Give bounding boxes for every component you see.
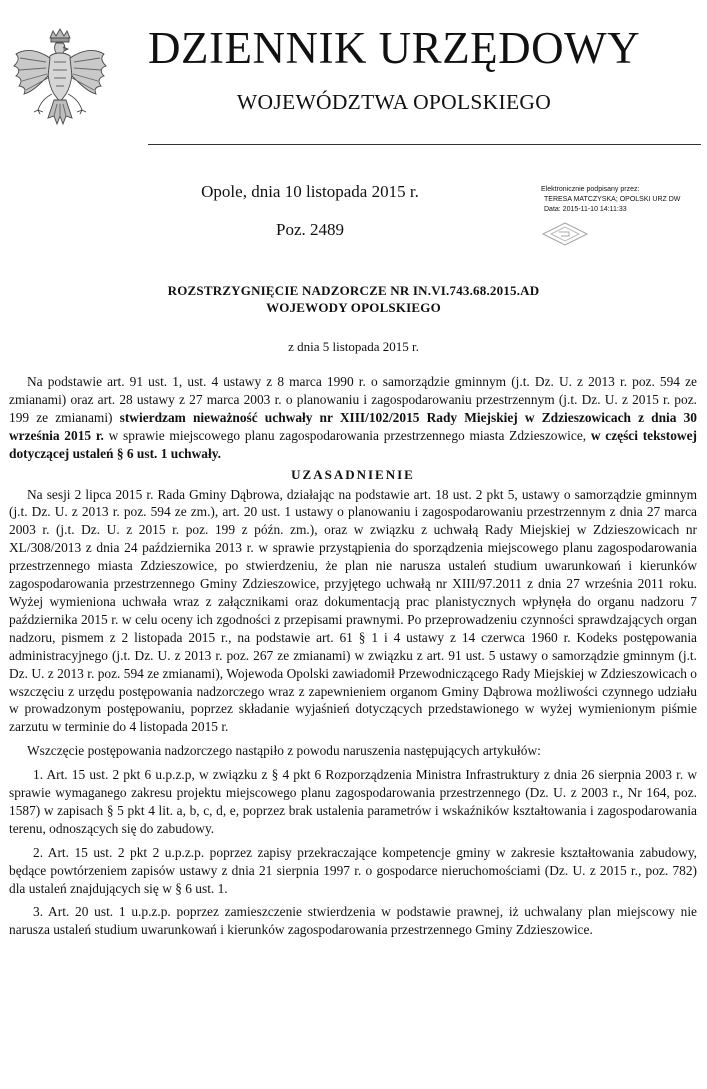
intro-text-b: stwierdzam nieważność uchwały nr XIII/102/2015 Rady Miejskiej w Zdzieszowicach z dnia 30 września 2015 r. bbox=[9, 409, 698, 443]
heading-line-2: WOJEWODY OPOLSKIEGO bbox=[266, 300, 441, 315]
signature-date: Data: 2015-11-10 14:11:33 bbox=[544, 206, 627, 213]
violation-item-1: 1. Art. 15 ust. 2 pkt 6 u.p.z.p, w związku z § 4 pkt 6 Rozporządzenia Ministra Infrastruktury z dnia 26 sierpnia 2003 r. w sprawie wymaganego zakresu projektu miejscowego planu zagospodarowania przestrzennego (Dz. U. z 2003 r., Nr 164, poz. 1587) w zapisach § 5 pkt 4 lit. a, b, c, d, e, poprzez brak ustalenia parametrów i wskaźników kształtowania i zagospodarowania terenu, odnoszących się do zabudowy. bbox=[9, 767, 697, 836]
signature-signer: TERESA MATCZYSKA; OPOLSKI URZ DW bbox=[544, 196, 681, 203]
signature-seal-icon bbox=[541, 220, 589, 246]
decision-date: z dnia 5 listopada 2015 r. bbox=[288, 339, 419, 354]
document-body bbox=[9, 373, 697, 939]
intro-text-c: w sprawie miejscowego planu zagospodarowania przestrzennego miasta Zdzieszowice, bbox=[103, 427, 591, 443]
signature-label: Elektronicznie podpisany przez: bbox=[541, 186, 640, 193]
document-heading bbox=[100, 282, 607, 316]
justification-paragraph: Na sesji 2 lipca 2015 r. Rada Gminy Dąbrowa, działając na podstawie art. 18 ust. 2 pkt 5, ustawy o samorządzie gminnym (j.t. Dz. U. z 2013 r. poz. 594 ze zm.), art. 20 ust. 1 ustawy o planowaniu i zagospodarowaniu przestrzennym z dnia 27 marca 2003 r. (j.t. Dz. U. z 2015 r. poz. 199 z późn. zm.), oraz w związku z uchwałą Rady Miejskiej w Zdzieszowicach nr XL/308/2013 z dnia 24 października 2013 r. w sprawie przystąpienia do sporządzenia miejscowego planu zagospodarowania przestrzennego miasta Zdzieszowice, po stwierdzeniu, że plan nie narusza ustaleń studium uwarunkowań i kierunków zagospodarowania przestrzennego Gminy Zdzieszowice, przyjętego uchwałą nr XIII/97.2011 z dnia 27 września 2011 roku. Wyżej wymieniona uchwała wraz z załącznikami oraz dokumentacją prac planistycznych wpłynęła do organu nadzoru 7 października 2015 r. w celu oceny ich zgodności z przepisami prawnymi. Po przeprowadzeniu czynności sprawdzających organ nadzoru, pismem z 2 listopada 2015 r., na podstawie art. 61 § 1 i 4 ustawy z 14 czerwca 1960 r. Kodeks postępowania administracyjnego (j.t. Dz. U. z 2013 r. poz. 267 ze zmianami) w związku z art. 91 ust. 5 ustawy o samorządzie gminnym (j.t. Dz. U. z 2013 r. poz. 594 ze zmianami), Wojewoda Opolski zawiadomił Przewodniczącego Rady Miejskiej w Zdzieszowicach o wszczęciu z urzędu postępowania nadzorczego wraz z zapewnieniem organom Gminy Dąbrowa możliwości czynnego udziału w prowadzonym postępowaniu, poprzez składanie wyjaśnień dotyczących przedstawionego w wyżej wymienionym piśmie zarzutu w terminie do 4 listopada 2015 r. bbox=[9, 486, 697, 735]
position-number: Poz. 2489 bbox=[276, 220, 344, 239]
journal-subtitle: WOJEWÓDZTWA OPOLSKIEGO bbox=[236, 90, 552, 114]
polish-eagle-emblem-icon bbox=[10, 28, 110, 140]
violations-intro: Wszczęcie postępowania nadzorczego nastąpiło z powodu naruszenia następujących artykułów: bbox=[27, 743, 541, 759]
intro-paragraph bbox=[9, 373, 697, 463]
journal-title: DZIENNIK URZĘDOWY bbox=[148, 23, 641, 73]
header-rule bbox=[148, 144, 701, 145]
violation-item-2: 2. Art. 15 ust. 2 pkt 2 u.p.z.p. poprzez zapisy przekraczające kompetencje gminy w zakresie kształtowania zabudowy, będące powtórzeniem zapisów ustawy z dnia 21 sierpnia 1997 r. o gospodarce nieruchomościami (Dz. U. z 2015 r., poz. 782) dla ustaleń znajdujących się w § 6 ust. 1. bbox=[9, 844, 697, 896]
heading-line-1: ROZSTRZYGNIĘCIE NADZORCZE NR IN.VI.743.68.2015.AD bbox=[167, 283, 540, 298]
intro-text-d: w części tekstowej dotyczącej ustaleń § 6 ust. 1 uchwały. bbox=[9, 427, 697, 461]
place-date: Opole, dnia 10 listopada 2015 r. bbox=[201, 182, 419, 201]
section-title: UZASADNIENIE bbox=[291, 466, 415, 482]
violation-item-3: 3. Art. 20 ust. 1 u.p.z.p. poprzez zamieszczenie stwierdzenia w podstawie prawnej, iż uchwalany plan miejscowy nie narusza ustaleń studium uwarunkowań i kierunków zagospodarowania przestrzennego Gminy Zdzieszowice. bbox=[9, 904, 697, 938]
intro-text-a: Na podstawie art. 91 ust. 1, ust. 4 ustawy z 8 marca 1990 r. o samorządzie gminnym (j.t. Dz. U. z 2013 r. poz. 594 ze zmianami) oraz art. 28 ustawy z 27 marca 2003 r. o planowaniu i zagospodarowaniu przestrzennym (j.t. Dz. U. z 2015 r. poz. 199 ze zmianami) bbox=[9, 374, 697, 425]
